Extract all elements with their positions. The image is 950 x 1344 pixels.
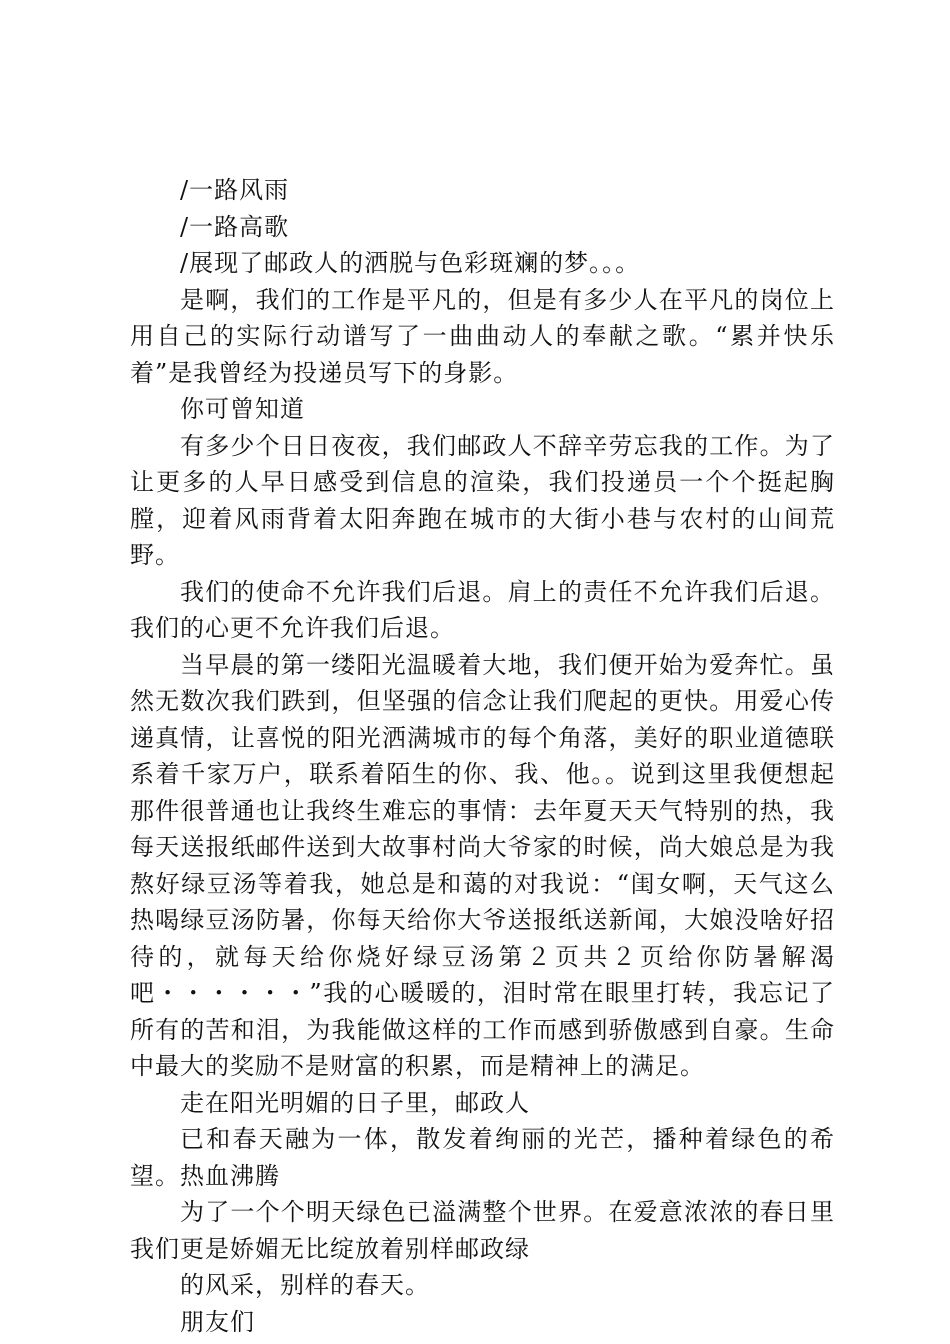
paragraph: 朋友们 bbox=[180, 1307, 255, 1336]
paragraph: 为了一个个明天绿色已溢满整个世界。在爱意浓浓的春日里我们更是娇媚无比绽放着别样邮政绿 bbox=[130, 1198, 835, 1263]
paragraph: 已和春天融为一体，散发着绚丽的光芒，播种着绿色的希望。热血沸腾 bbox=[130, 1125, 835, 1190]
paragraph: 当早晨的第一缕阳光温暖着大地，我们便开始为爱奔忙。虽然无数次我们跌到，但坚强的信念让我们爬起的更快。用爱心传递真情，让喜悦的阳光洒满城市的每个角落，美好的职业道德联系着千家万户，联系着陌生的你、我、他。。说到这里我便想起那件很普通也让我终生难忘的事情：去年夏天天气特别的热，我每天送报纸邮件送到大故事村尚大爷家的时候，尚大娘总是为我熬好绿豆汤等着我，她总是和蔼的对我说：“闺女啊，天气这么热喝绿豆汤防暑，你每天给你大爷送报纸送新闻，大娘没啥好招待的，就每天给你烧好绿豆汤第２页共２页给你防暑解渴吧・・・・・・”我的心暖暖的，泪时常在眼里打转，我忘记了所有的苦和泪，为我能做这样的工作而感到骄傲感到自豪。生命中最大的奖励不是财富的积累，而是精神上的满足。 bbox=[130, 650, 835, 1080]
paragraph: /一路高歌 bbox=[180, 212, 290, 241]
paragraph: 的风采，别样的春天。 bbox=[180, 1271, 430, 1299]
paragraph: 走在阳光明媚的日子里，邮政人 bbox=[180, 1088, 530, 1117]
paragraph: /展现了邮政人的洒脱与色彩斑斓的梦。。。 bbox=[180, 249, 641, 277]
paragraph: /一路风雨 bbox=[180, 176, 290, 204]
body-text bbox=[130, 172, 835, 1340]
paragraph: 我们的使命不允许我们后退。肩上的责任不允许我们后退。我们的心更不允许我们后退。 bbox=[130, 577, 835, 642]
paragraph: 你可曾知道 bbox=[180, 395, 305, 423]
paragraph: 是啊，我们的工作是平凡的，但是有多少人在平凡的岗位上用自己的实际行动谱写了一曲曲动人的奉献之歌。“累并快乐着”是我曾经为投递员写下的身影。 bbox=[130, 285, 835, 387]
paragraph: 有多少个日日夜夜，我们邮政人不辞辛劳忘我的工作。为了让更多的人早日感受到信息的渲染，我们投递员一个个挺起胸膛，迎着风雨背着太阳奔跑在城市的大街小巷与农村的山间荒野。 bbox=[130, 431, 835, 569]
